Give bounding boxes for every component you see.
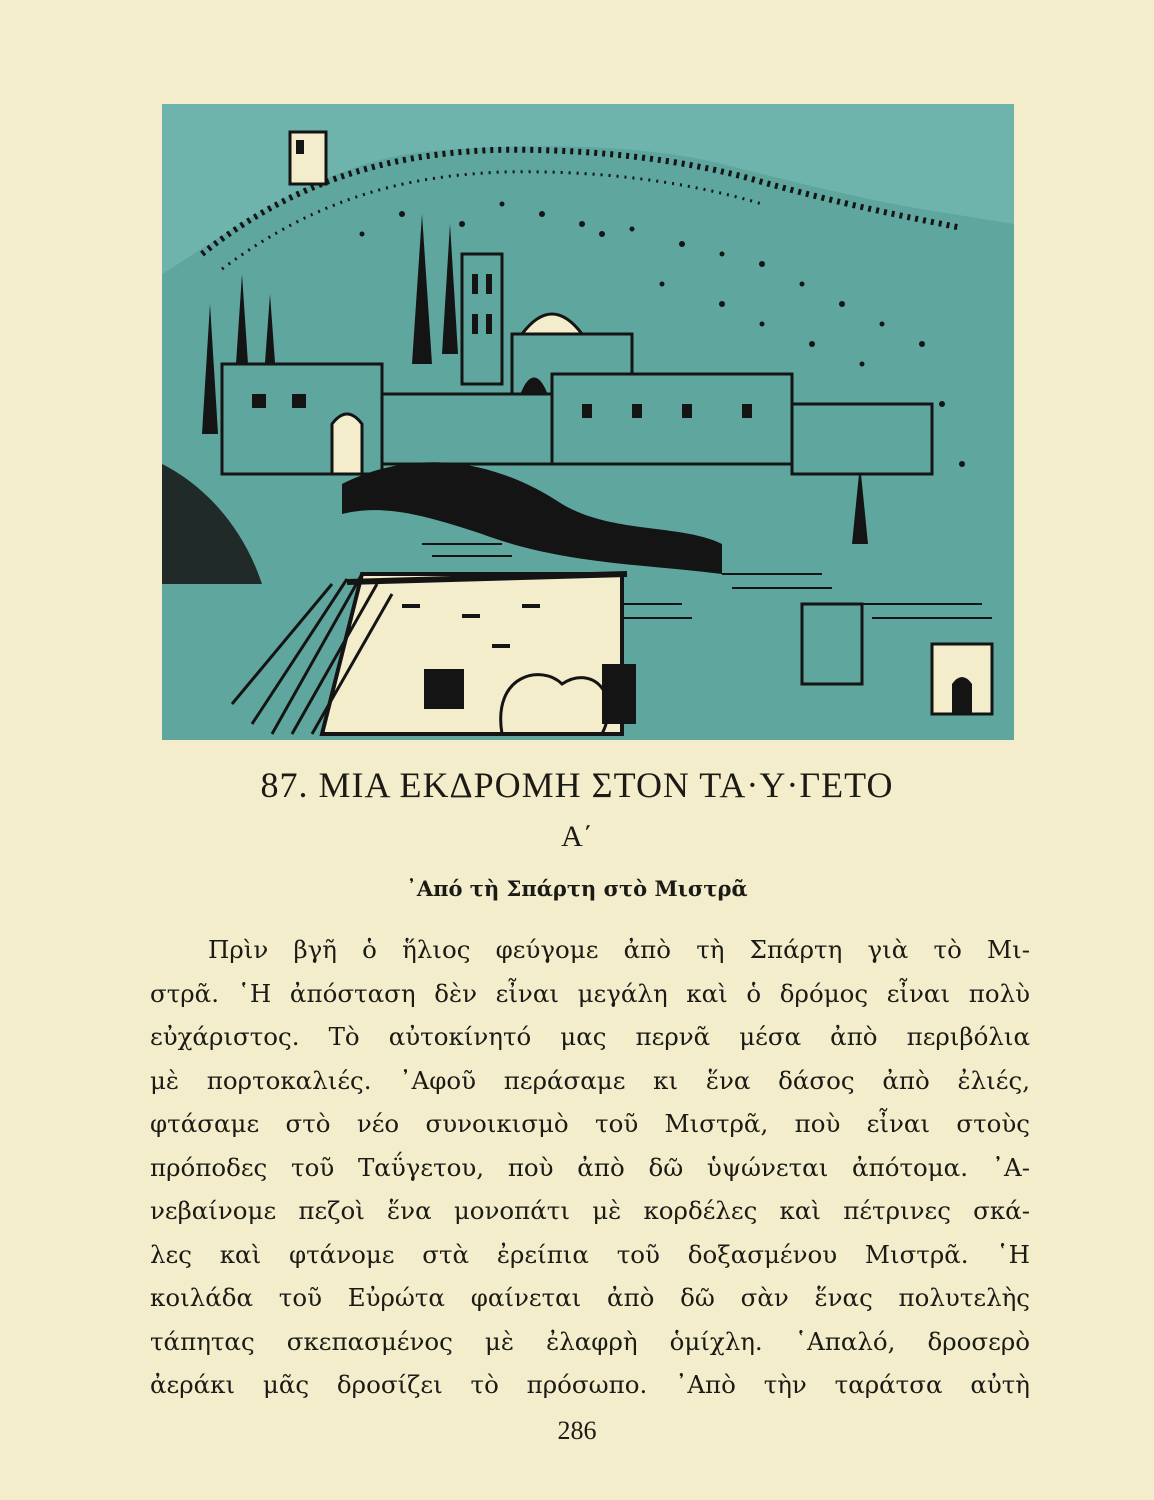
section-subtitle: ᾿Από τὴ Σπάρτη στὸ Μιστρᾶ	[406, 876, 748, 901]
text-line: μὲ πορτοκαλιές. ᾿Αφοῦ περάσαμε κι ἕνα δάσος ἀπὸ ἐλιές,	[150, 1065, 1030, 1095]
text-line: εὐχάριστος. Τὸ αὐτοκίνητό μας περνᾶ μέσα ἀπὸ περιβόλια	[150, 1022, 1030, 1051]
part-label: Α΄	[561, 820, 593, 853]
text-line: πρόποδες τοῦ Ταΰγετου, ποὺ ἀπὸ δῶ ὑψώνεται ἀπότομα. ᾿Α-	[150, 1152, 1030, 1182]
chapter-title: 87. ΜΙΑ ΕΚΔΡΟΜΗ ΣΤΟΝ ΤΑ·Υ·ΓΕΤΟ	[260, 765, 894, 805]
body-text	[150, 928, 1030, 1407]
page-number: 286	[557, 1416, 597, 1445]
text-line: νεβαίνομε πεζοὶ ἕνα μονοπάτι μὲ κορδέλες καὶ πέτρινες σκά-	[150, 1196, 1030, 1225]
text-line: φτάσαμε στὸ νέο συνοικισμὸ τοῦ Μιστρᾶ, ποὺ εἶναι στοὺς	[150, 1109, 1030, 1138]
landscape-drawing	[162, 104, 1014, 740]
text-line: κοιλάδα τοῦ Εὐρώτα φαίνεται ἀπὸ δῶ σὰν ἕνας πολυτελὴς	[150, 1283, 1030, 1312]
text-line: τάπητας σκεπασμένος μὲ ἐλαφρὴ ὁμίχλη. ῾Απαλό, δροσερὸ	[150, 1326, 1030, 1356]
text-line: στρᾶ. ῾Η ἀπόσταση δὲν εἶναι μεγάλη καὶ ὁ δρόμος εἶναι πολὺ	[150, 978, 1030, 1008]
mistras-illustration	[162, 104, 1014, 740]
text-line: ἀεράκι μᾶς δροσίζει τὸ πρόσωπο. ᾿Απὸ τὴν ταράτσα αὐτὴ	[150, 1370, 1030, 1399]
text-line: λες καὶ φτάνομε στὰ ἐρείπια τοῦ δοξασμένου Μιστρᾶ. ῾Η	[150, 1239, 1030, 1269]
text-line: Πρὶν βγῆ ὁ ἥλιος φεύγομε ἀπὸ τὴ Σπάρτη γιὰ τὸ Μι-	[208, 935, 1030, 964]
